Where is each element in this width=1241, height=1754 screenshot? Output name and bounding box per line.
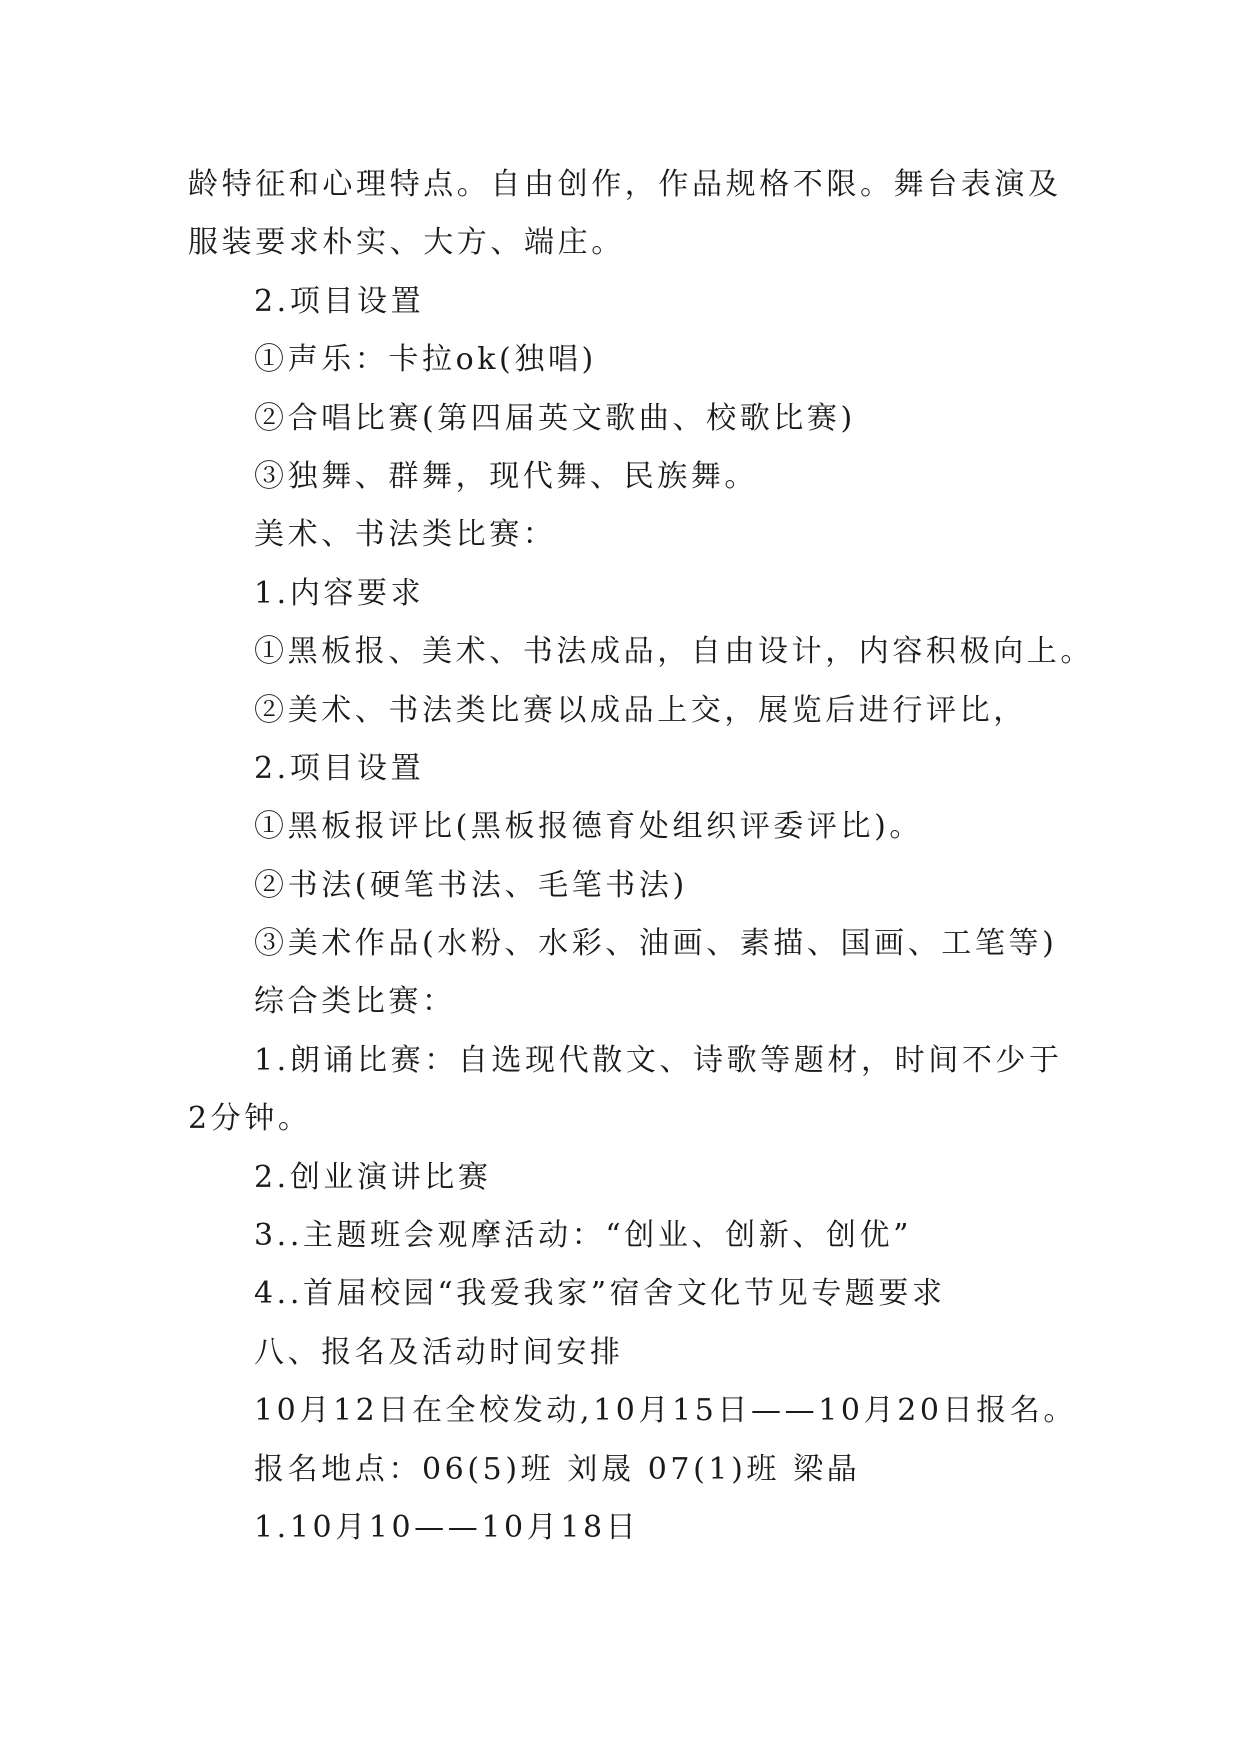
paragraph-line: ①黑板报评比(黑板报德育处组织评委评比)。 [254,809,924,845]
paragraph-line: 3..主题班会观摩活动：“创业、创新、创优” [254,1218,913,1254]
paragraph-line: ③美术作品(水粉、水彩、油画、素描、国画、工笔等) [254,926,1058,962]
paragraph-line: 2.创业演讲比赛 [254,1159,492,1195]
paragraph-line: 1.内容要求 [254,575,425,611]
paragraph-line: ②书法(硬笔书法、毛笔书法) [254,867,688,903]
paragraph-line: 龄特征和心理特点。自由创作，作品规格不限。舞台表演及 [188,167,1062,202]
document-body [188,156,1094,1557]
paragraph-line: 美术、书法类比赛： [254,517,557,553]
paragraph-line: 2.项目设置 [254,750,425,786]
paragraph-line: ②合唱比赛(第四届英文歌曲、校歌比赛) [254,400,856,436]
paragraph-line: 1.朗诵比赛：自选现代散文、诗歌等题材，时间不少于 [254,1042,1063,1078]
paragraph-line: 报名地点：06(5)班 刘晟 07(1)班 梁晶 [254,1451,861,1487]
paragraph-line: 4..首届校园“我爱我家”宿舍文化节见专题要求 [254,1276,946,1312]
paragraph-line: 八、报名及活动时间安排 [254,1334,624,1370]
paragraph-line: 2分钟。 [188,1101,312,1137]
paragraph-line: ②美术、书法类比赛以成品上交，展览后进行评比， [254,692,1027,728]
paragraph-line: ①声乐：卡拉ok(独唱) [254,342,597,378]
paragraph-line: 服装要求朴实、大方、端庄。 [188,225,625,261]
paragraph-line: ③独舞、群舞，现代舞、民族舞。 [254,458,758,494]
paragraph-line: ①黑板报、美术、书法成品，自由设计，内容积极向上。 [254,634,1094,670]
paragraph-line: 综合类比赛： [254,984,456,1020]
paragraph-line: 1.10月10——10月18日 [254,1509,640,1545]
paragraph-line: 10月12日在全校发动,10月15日——10月20日报名。 [254,1393,1077,1429]
paragraph-line: 2.项目设置 [254,283,425,319]
